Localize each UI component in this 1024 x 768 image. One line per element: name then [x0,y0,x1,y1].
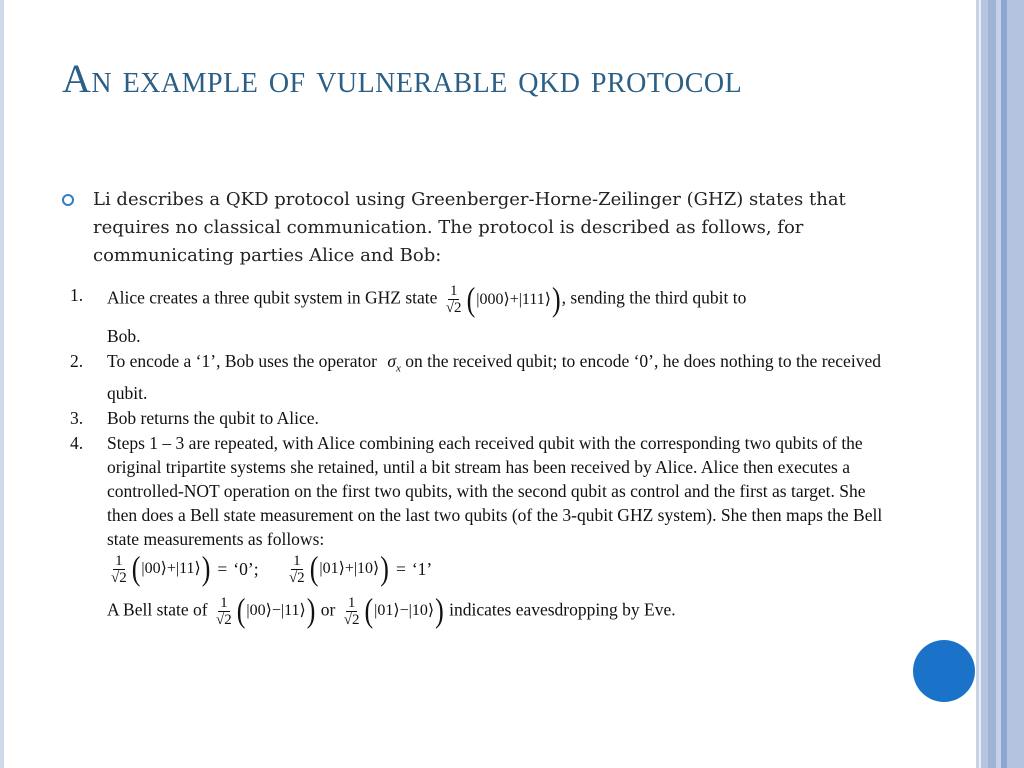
bullet-item [62,186,882,270]
slide-title: An example of vulnerable qkd protocol [62,56,743,101]
sigma-x-symbol: $\sigma_x$ [387,351,401,375]
ghz-state-formula: $\frac{1}{√2}$ ( |000⟩ + |111⟩ ) [445,280,561,318]
bell-map-1: $\frac{1}{√2}$ ( |01⟩ + |10⟩ ) = ‘1’ [288,549,433,588]
step-4: 4. Steps 1 – 3 are repeated, with Alice combining each received qubit with the corresponding two qubits of the original tripartite systems she retained, until a bit stream has been received by Alice. Alice then executes a controlled-NOT operation on the first two qubits, with the second qubit as control and the first as target. She then does a Bell state measurement on the last two qubits (of the 3-qubit GHZ system). She then maps the Bell state measurements as follows: [70,432,883,549]
bell-map-0: $\frac{1}{√2}$ ( |00⟩ + |11⟩ ) = ‘0’; [111,549,259,588]
eavesdropping-note: A Bell state of $\frac{1}{√2}$ ( |00⟩ − |11⟩ ) or $\frac{1}{√2}$ ( |01⟩ − |10⟩ ) indicates eavesdropping by Eve. [107,591,676,630]
left-border [0,0,4,768]
bullet-text: Li describes a QKD protocol using Greenberger-Horne-Zeilinger (GHZ) states that requires no classical communication. The protocol is described as follows, for communicating parties Alice and Bob: [93,189,846,266]
bullet-circle-icon [62,194,74,206]
decorative-circle [913,640,975,702]
step-1: 1. Alice creates a three qubit system in GHZ state $\frac{1}{√2}$ ( |000⟩ + |111⟩ ) , sending the third qubit to Bob. [70,280,747,346]
step-2: 2. To encode a ‘1’, Bob uses the operator $\sigma_x$ on the received qubit; to encode ‘0’, he does nothing to the received qubit. [70,351,881,403]
decorative-side-bars [976,0,1024,768]
bell-mapping [70,549,890,588]
protocol-steps [70,280,890,630]
step-3: 3. Bob returns the qubit to Alice. [70,407,319,428]
